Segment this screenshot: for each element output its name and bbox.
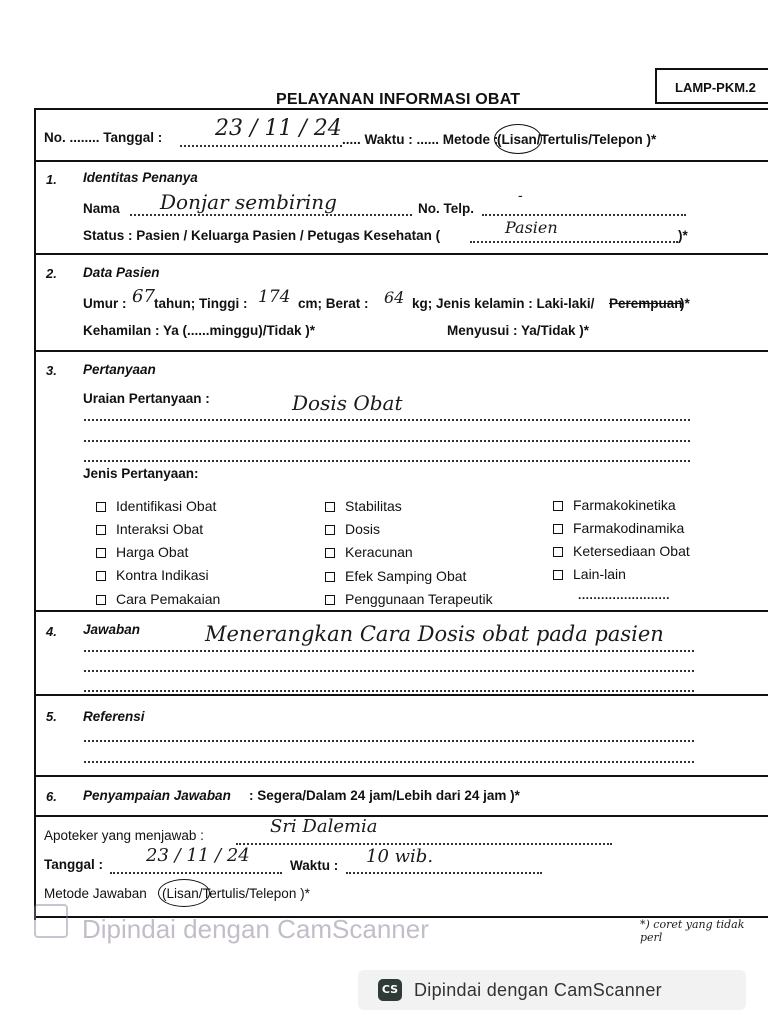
section-number: 2. <box>46 266 57 281</box>
footer-tanggal-value: 23 / 11 / 24 <box>146 845 250 866</box>
document-code: LAMP-PKM.2 <box>655 68 768 104</box>
status-end: )* <box>678 228 688 243</box>
apoteker-label: Apoteker yang menjawab : <box>44 828 204 843</box>
checkbox[interactable] <box>325 525 335 535</box>
checkbox[interactable] <box>96 548 106 558</box>
status-label: Status : Pasien / Keluarga Pasien / Petugas Kesehatan ( <box>83 228 441 243</box>
ghost-watermark: Dipindai dengan CamScanner <box>82 914 429 944</box>
section-title: Identitas Penanya <box>83 170 198 185</box>
waktu-label: Waktu : <box>290 858 339 873</box>
option-kontra-indikasi[interactable]: Kontra Indikasi <box>96 567 209 583</box>
lain-lain-dots: ........................ <box>578 588 671 602</box>
option-farmakodinamika[interactable]: Farmakodinamika <box>553 520 684 536</box>
kg-jenis-kelamin-label: kg; Jenis kelamin : Laki-laki/ <box>412 296 595 311</box>
divider <box>34 610 768 612</box>
status-value: Pasien <box>505 218 558 237</box>
option-ketersediaan-obat[interactable]: Ketersediaan Obat <box>553 543 690 559</box>
dotted-line <box>180 145 342 147</box>
dotted-line <box>84 670 694 672</box>
section-title: Penyampaian Jawaban <box>83 788 231 803</box>
option-harga-obat[interactable]: Harga Obat <box>96 544 188 560</box>
section-number: 1. <box>46 172 57 187</box>
checkbox[interactable] <box>325 595 335 605</box>
uraian-value: Dosis Obat <box>292 391 403 415</box>
nama-value: Donjar sembiring <box>160 190 337 214</box>
divider <box>34 694 768 696</box>
perempuan-struck: Perempuan <box>609 296 683 311</box>
section-title: Jawaban <box>83 622 141 637</box>
camscanner-banner <box>358 970 746 1010</box>
section-number: 3. <box>46 363 57 378</box>
dotted-line <box>84 460 690 462</box>
divider <box>34 160 768 162</box>
cm-berat-label: cm; Berat : <box>298 296 369 311</box>
apoteker-value: Sri Dalemia <box>270 816 378 837</box>
divider <box>34 350 768 352</box>
dotted-line <box>84 761 694 763</box>
jk-end: )* <box>680 296 690 311</box>
checkbox[interactable] <box>325 548 335 558</box>
checkbox[interactable] <box>96 525 106 535</box>
menyusui-label: Menyusui : Ya/Tidak )* <box>447 323 590 338</box>
option-cara-pemakaian[interactable]: Cara Pemakaian <box>96 591 220 607</box>
dotted-line <box>482 214 686 216</box>
option-stabilitas[interactable]: Stabilitas <box>325 498 402 514</box>
option-farmakokinetika[interactable]: Farmakokinetika <box>553 497 676 513</box>
telp-label: No. Telp. <box>418 201 474 216</box>
section-title: Pertanyaan <box>83 362 156 377</box>
no-tanggal-label: No. ........ Tanggal : <box>44 130 163 145</box>
dotted-line <box>84 690 694 692</box>
divider <box>34 775 768 777</box>
dotted-line <box>84 419 690 421</box>
jawaban-value: Menerangkan Cara Dosis obat pada pasien <box>205 622 664 646</box>
option-keracunan[interactable]: Keracunan <box>325 544 413 560</box>
section-number: 4. <box>46 624 57 639</box>
divider <box>34 815 768 817</box>
option-dosis[interactable]: Dosis <box>325 521 380 537</box>
checkbox[interactable] <box>553 501 563 511</box>
camscanner-logo-icon: CS <box>378 979 402 1001</box>
option-interaksi-obat[interactable]: Interaksi Obat <box>96 521 203 537</box>
umur-value: 67 <box>132 286 155 307</box>
dotted-line <box>236 843 612 845</box>
dotted-line <box>110 872 282 874</box>
tanggal-value: 23 / 11 / 24 <box>215 116 342 141</box>
tahun-tinggi-label: tahun; Tinggi : <box>154 296 248 311</box>
section-number: 6. <box>46 789 57 804</box>
dotted-line <box>84 440 690 442</box>
divider <box>34 253 768 255</box>
footnote: *) coret yang tidak perl <box>640 918 745 944</box>
berat-value: 64 <box>384 288 405 307</box>
selection-circle <box>494 124 542 154</box>
checkbox[interactable] <box>96 595 106 605</box>
umur-label: Umur : <box>83 296 127 311</box>
selection-circle <box>158 879 210 907</box>
dotted-line <box>130 214 412 216</box>
dotted-line <box>84 650 694 652</box>
uraian-label: Uraian Pertanyaan : <box>83 391 210 406</box>
option-efek-samping-obat[interactable]: Efek Samping Obat <box>325 568 466 584</box>
penyampaian-options: : Segera/Dalam 24 jam/Lebih dari 24 jam )* <box>249 788 520 803</box>
camscanner-text: Dipindai dengan CamScanner <box>414 980 662 1000</box>
checkbox[interactable] <box>553 547 563 557</box>
page-title: PELAYANAN INFORMASI OBAT <box>276 91 521 108</box>
jenis-label: Jenis Pertanyaan: <box>83 466 199 481</box>
dotted-line <box>84 740 694 742</box>
checkbox[interactable] <box>325 502 335 512</box>
section-title: Data Pasien <box>83 265 160 280</box>
checkbox[interactable] <box>325 572 335 582</box>
telp-value: - <box>518 188 523 204</box>
option-lain-lain[interactable]: Lain-lain <box>553 566 626 582</box>
metode-jawaban-options: (Lisan/Tertulis/Telepon )* <box>162 886 310 901</box>
metode-jawaban-label: Metode Jawaban <box>44 886 147 901</box>
dotted-line <box>470 241 678 243</box>
nama-label: Nama <box>83 201 120 216</box>
ghost-scanner-icon <box>34 904 68 938</box>
option-penggunaan-terapeutik[interactable]: Penggunaan Terapeutik <box>325 591 493 607</box>
checkbox[interactable] <box>553 570 563 580</box>
section-number: 5. <box>46 709 57 724</box>
tinggi-value: 174 <box>258 287 291 307</box>
checkbox[interactable] <box>553 524 563 534</box>
dotted-line <box>346 872 542 874</box>
kehamilan-label: Kehamilan : Ya (......minggu)/Tidak )* <box>83 323 316 338</box>
option-identifikasi-obat[interactable]: Identifikasi Obat <box>96 498 216 514</box>
section-title: Referensi <box>83 709 145 724</box>
waktu-value: 10 wib. <box>366 846 434 867</box>
tanggal-label: Tanggal : <box>44 857 103 872</box>
waktu-metode-label: ..... Waktu : ...... Metode : <box>342 132 499 147</box>
metode-options: (Lisan/Tertulis/Telepon )* <box>497 132 657 147</box>
checkbox[interactable] <box>96 502 106 512</box>
checkbox[interactable] <box>96 571 106 581</box>
